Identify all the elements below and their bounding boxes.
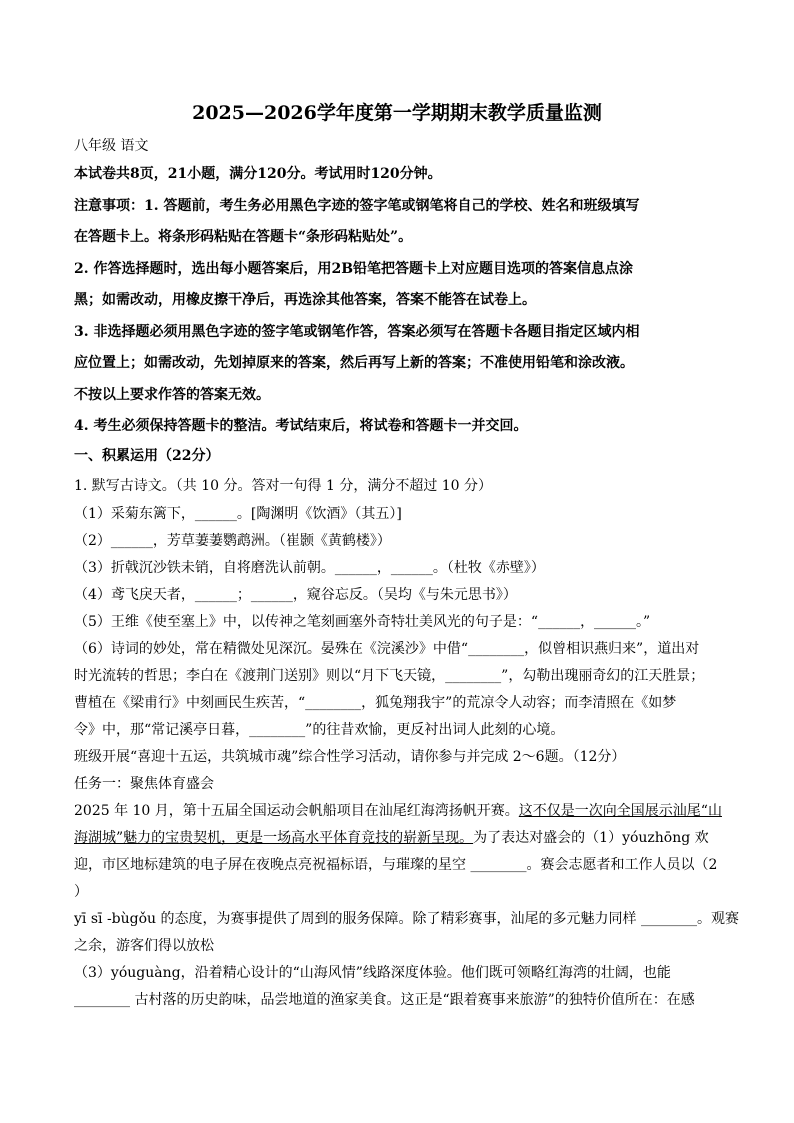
passage-line-7: （3）yóuguàng，沿着精心设计的“山海风情”线路深度体验。他们既可领略红海湾的壮阔，也能 xyxy=(74,965,671,981)
task-1-heading: 任务一：聚焦体育盛会 xyxy=(74,776,214,792)
passage-text: 2025 年 10 月，第十五届全国运动会帆船项目在汕尾红海湾扬帆开赛。 xyxy=(74,803,519,819)
passage-line-2 xyxy=(74,829,709,847)
question-1-part-6-line-2: 时光流转的哲思；李白在《渡荆门送别》则以“月下飞天镜，________”，勾勒出瑰丽奇幻的江天胜景； xyxy=(74,668,705,684)
note-1-text: 1. 答题前，考生务必用黑色字迹的签字笔或钢笔将自己的学校、姓名和班级填写 xyxy=(144,198,640,214)
passage-text: 为了表达对盛会的（1）yóuzhōng 欢 xyxy=(473,830,709,846)
note-2-line-1: 2. 作答选择题时，选出每小题答案后，用2B铅笔把答题卡上对应题目选项的答案信息点涂 xyxy=(74,261,634,277)
section-1-heading: 一、积累运用（22分） xyxy=(74,448,220,464)
passage-line-5: yī sī -bùgǒu 的态度，为赛事提供了周到的服务保障。除了精彩赛事，汕尾的多元魅力同样 ________。观赛 xyxy=(74,911,739,927)
passage-line-3: 迎，市区地标建筑的电子屏在夜晚点亮祝福标语，与璀璨的星空 ________。赛会志愿者和工作人员以（2 xyxy=(74,857,718,873)
underlined-sentence: 海湖城”魅力的宝贵契机，更是一场高水平体育竞技的崭新呈现。 xyxy=(74,830,474,846)
note-2-line-2: 黑；如需改动，用橡皮擦干净后，再选涂其他答案，答案不能答在试卷上。 xyxy=(74,292,536,308)
subject-line: 八年级 语文 xyxy=(74,138,149,154)
question-1-part-6-line-4: 令》中，那“常记溪亭日暮，________”的往昔欢愉，更反衬出词人此刻的心境。 xyxy=(74,722,565,738)
passage-line-6: 之余，游客们得以放松 xyxy=(74,938,214,954)
note-1-line-1 xyxy=(74,197,640,215)
question-1-part-4: （4）鸢飞戾天者，______；______，窥谷忘反。（吴均《与朱元思书》） xyxy=(74,587,517,603)
exam-title: 2025—2026学年度第一学期期末教学质量监测 xyxy=(192,102,602,124)
note-1-line-2: 在答题卡上。将条形码粘贴在答题卡“条形码粘贴处”。 xyxy=(74,229,413,245)
activity-intro: 班级开展“喜迎十五运，共筑城市魂”综合性学习活动，请你参与并完成 2～6题。（12分） xyxy=(74,749,626,765)
question-1-part-5: （5）王维《使至塞上》中，以传神之笔刻画塞外奇特壮美风光的句子是：“______，______。” xyxy=(74,614,651,630)
note-3-line-1: 3. 非选择题必须用黑色字迹的签字笔或钢笔作答，答案必须写在答题卡各题目指定区域内相 xyxy=(74,324,640,340)
question-1-part-3: （3）折戟沉沙铁未销，自将磨洗认前朝。______，______。（杜牧《赤壁》） xyxy=(74,560,545,576)
question-1-part-1: （1）采菊东篱下，______。[陶渊明《饮酒》（其五）] xyxy=(74,506,402,522)
underlined-sentence: 这不仅是一次向全国展示汕尾“山 xyxy=(518,803,722,819)
question-1-heading: 1. 默写古诗文。（共 10 分。答对一句得 1 分，满分不超过 10 分） xyxy=(74,478,493,494)
question-1-part-6-line-1: （6）诗词的妙处，常在精微处见深沉。晏殊在《浣溪沙》中借“________，似曾相识燕归来”，道出对 xyxy=(74,641,700,657)
passage-line-4: ） xyxy=(74,884,88,900)
passage-line-1 xyxy=(74,802,722,820)
note-3-line-3: 不按以上要求作答的答案无效。 xyxy=(74,387,270,403)
question-1-part-6-line-3: 曹植在《梁甫行》中刻画民生疾苦，“________，狐兔翔我宇”的荒凉令人动容；而李清照在《如梦 xyxy=(74,695,677,711)
note-3-line-2: 应位置上；如需改动，先划掉原来的答案，然后再写上新的答案；不准使用铅笔和涂改液。 xyxy=(74,355,634,371)
notes-heading: 注意事项： xyxy=(74,198,144,214)
passage-line-8: ________ 古村落的历史韵味，品尝地道的渔家美食。这正是“跟着赛事来旅游”的独特价值所在：在感 xyxy=(74,992,695,1008)
question-1-part-2: （2）______，芳草萋萋鹦鹉洲。（崔颢《黄鹤楼》） xyxy=(74,533,391,549)
note-4-line-1: 4. 考生必须保持答题卡的整洁。考试结束后，将试卷和答题卡一并交回。 xyxy=(74,418,528,434)
intro-line: 本试卷共8页，21小题，满分120分。考试用时120分钟。 xyxy=(74,166,442,182)
